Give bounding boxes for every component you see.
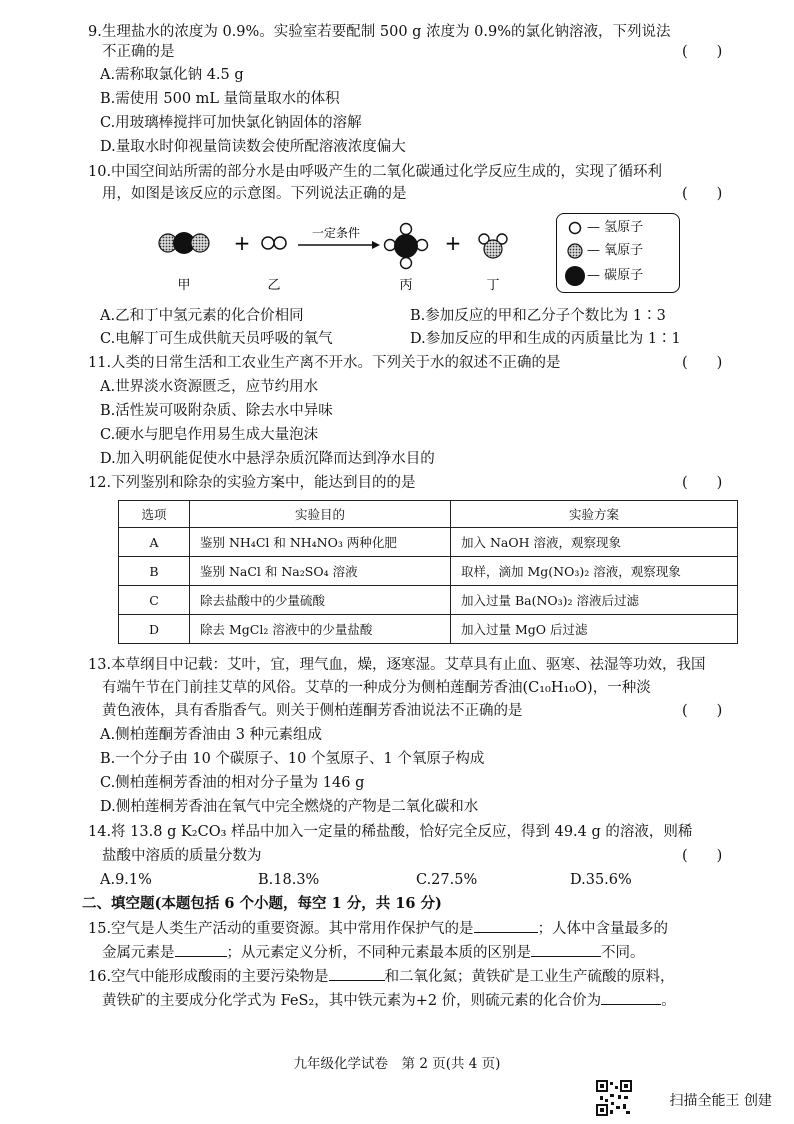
q14-stem-line2: 盐酸中溶质的质量分数为 (102, 848, 262, 864)
q14-option-a: A.9.1% (100, 872, 152, 888)
q9-option-c: C.用玻璃棒搅拌可加快氯化钠固体的溶解 (100, 115, 362, 131)
label-yi: 乙 (267, 278, 281, 293)
q13-option-c: C.侧柏莲桐芳香油的相对分子量为 146 g (100, 775, 365, 791)
q13-stem-line1: 13.本草纲目中记载：艾叶，宜，理气血，燥，逐寒湿。艾草具有止血、驱寒、祛湿等功效，我国 (88, 657, 706, 673)
label-ding: 丁 (486, 278, 500, 293)
carbon-atom-icon (565, 266, 585, 286)
q10-option-b: B.参加反应的甲和乙分子个数比为 1∶3 (410, 308, 666, 324)
col-header-purpose: 实验目的 (190, 501, 451, 528)
q13-stem-line2: 有端午节在门前挂艾草的风俗。艾草的一种成分为侧柏莲酮芳香油(C₁₀H₁₀O)，一种淡 (102, 680, 651, 696)
q10-stem-line1: 10.中国空间站所需的部分水是由呼吸产生的二氧化碳通过化学反应生成的，实现了循环利 (88, 164, 663, 180)
q15-text-2: ；人体中含量最多的 (537, 921, 669, 937)
col-header-plan: 实验方案 (451, 501, 738, 528)
experiment-plan-table (118, 500, 738, 644)
q13-option-b: B.一个分子由 10 个碳原子、10 个氢原子、1 个氧原子构成 (100, 751, 485, 767)
q10-option-c: C.电解丁可生成供航天员呼吸的氧气 (100, 331, 333, 347)
table-row (119, 557, 738, 586)
q15-line2 (102, 942, 645, 963)
row-plan: 加入过量 Ba(NO₃)₂ 溶液后过滤 (451, 586, 738, 615)
q12-answer-paren: ( ) (682, 475, 723, 491)
q12-stem: 12.下列鉴别和除杂的实验方案中，能达到目的的是 (88, 475, 416, 491)
q16-line2 (102, 990, 676, 1011)
row-option: A (119, 528, 190, 557)
q16-line1 (88, 966, 675, 987)
q16-blank-1[interactable] (329, 966, 385, 981)
legend-oxygen: — 氧原子 (587, 243, 644, 258)
q13-option-a: A.侧柏莲酮芳香油由 3 种元素组成 (100, 727, 323, 743)
molecule-yi-h2 (262, 237, 286, 249)
col-header-option: 选项 (119, 501, 190, 528)
molecule-jia-co2 (159, 232, 209, 254)
q9-stem-line1: 9.生理盐水的浓度为 0.9%。实验室若要配制 500 g 浓度为 0.9%的氯化钠溶液，下列说法 (88, 24, 671, 40)
q15-line1 (88, 918, 668, 939)
q13-stem-line3: 黄色液体，具有香脂香气。则关于侧柏莲酮芳香油说法不正确的是 (102, 703, 523, 719)
q14-stem-line1: 14.将 13.8 g K₂CO₃ 样品中加入一定量的稀盐酸，恰好完全反应，得到 49.4 g 的溶液，则稀 (88, 824, 693, 840)
q15-text-4: ；从元素定义分析，不同种元素最本质的区别是 (226, 945, 531, 961)
reaction-condition: 一定条件 (311, 226, 361, 240)
q16-text-4: 。 (661, 993, 676, 1009)
q15-blank-2[interactable] (175, 942, 227, 957)
reaction-diagram (150, 215, 550, 295)
page-footer: 九年级化学试卷 第 2 页(共 4 页) (293, 1056, 501, 1072)
q14-answer-paren: ( ) (682, 848, 723, 864)
q9-stem-line2: 不正确的是 (102, 44, 175, 60)
qr-code-icon (596, 1080, 632, 1116)
q14-option-d: D.35.6% (570, 872, 632, 888)
q13-option-d: D.侧柏莲桐芳香油在氧气中完全燃烧的产物是二氧化碳和水 (100, 799, 479, 815)
legend-carbon: — 碳原子 (587, 268, 644, 283)
q9-option-d: D.量取水时仰视量筒读数会使所配溶液浓度偏大 (100, 139, 406, 155)
q13-answer-paren: ( ) (682, 703, 723, 719)
plus-sign-1: + (233, 231, 251, 255)
q11-option-d: D.加入明矾能促使水中悬浮杂质沉降而达到净水目的 (100, 451, 435, 467)
q16-text-3: 黄铁矿的主要成分化学式为 FeS₂，其中铁元素为+2 价，则硫元素的化合价为 (102, 993, 602, 1009)
section-2-heading: 二、填空题(本题包括 6 个小题，每空 1 分，共 16 分) (82, 895, 442, 912)
row-option: C (119, 586, 190, 615)
molecule-ding-h2o (479, 234, 507, 258)
row-plan: 取样，滴加 Mg(NO₃)₂ 溶液，观察现象 (451, 557, 738, 586)
row-plan: 加入过量 MgO 后过滤 (451, 615, 738, 644)
row-purpose: 鉴别 NaCl 和 Na₂SO₄ 溶液 (190, 557, 451, 586)
q15-blank-3[interactable] (531, 942, 601, 957)
row-option: D (119, 615, 190, 644)
row-plan: 加入 NaOH 溶液，观察现象 (451, 528, 738, 557)
q11-option-b: B.活性炭可吸附杂质、除去水中异味 (100, 403, 333, 419)
plus-sign-2: + (444, 231, 462, 255)
row-purpose: 除去 MgCl₂ 溶液中的少量盐酸 (190, 615, 451, 644)
oxygen-atom-icon (568, 244, 582, 258)
q10-answer-paren: ( ) (682, 186, 723, 202)
label-bing: 丙 (399, 278, 413, 293)
q9-answer-paren: ( ) (682, 44, 723, 60)
table-row (119, 615, 738, 644)
q16-text-1: 16.空气中能形成酸雨的主要污染物是 (88, 969, 329, 985)
molecule-bing-ch4 (385, 224, 428, 269)
q9-option-a: A.需称取氯化钠 4.5 g (100, 67, 244, 83)
legend-hydrogen: — 氢原子 (587, 220, 644, 235)
q15-blank-1[interactable] (474, 918, 538, 933)
q10-option-d: D.参加反应的甲和生成的丙质量比为 1∶1 (410, 331, 681, 347)
row-purpose: 鉴别 NH₄Cl 和 NH₄NO₃ 两种化肥 (190, 528, 451, 557)
table-row (119, 528, 738, 557)
q14-option-b: B.18.3% (258, 872, 320, 888)
atom-legend (556, 213, 680, 293)
q15-text-1: 15.空气是人类生产活动的重要资源。其中常用作保护气的是 (88, 921, 474, 937)
hydrogen-atom-icon (570, 223, 581, 234)
q15-text-3: 金属元素是 (102, 945, 175, 961)
q10-option-a: A.乙和丁中氢元素的化合价相同 (100, 308, 304, 324)
q16-blank-2[interactable] (601, 990, 661, 1005)
row-purpose: 除去盐酸中的少量硫酸 (190, 586, 451, 615)
q11-option-c: C.硬水与肥皂作用易生成大量泡沫 (100, 427, 319, 443)
scanner-brand-watermark: 扫描全能王 创建 (669, 1093, 772, 1109)
q14-option-c: C.27.5% (416, 872, 478, 888)
q11-stem: 11.人类的日常生活和工农业生产离不开水。下列关于水的叙述不正确的是 (88, 355, 561, 371)
q11-option-a: A.世界淡水资源匮乏，应节约用水 (100, 379, 319, 395)
q11-answer-paren: ( ) (682, 355, 723, 371)
q16-text-2: 和二氧化氮；黄铁矿是工业生产硫酸的原料， (384, 969, 675, 985)
q9-option-b: B.需使用 500 mL 量筒量取水的体积 (100, 91, 340, 107)
label-jia: 甲 (177, 278, 191, 293)
table-header-row (119, 501, 738, 528)
q10-stem-line2: 用，如图是该反应的示意图。下列说法正确的是 (102, 186, 407, 202)
q15-text-5: 不同。 (601, 945, 645, 961)
row-option: B (119, 557, 190, 586)
table-row (119, 586, 738, 615)
